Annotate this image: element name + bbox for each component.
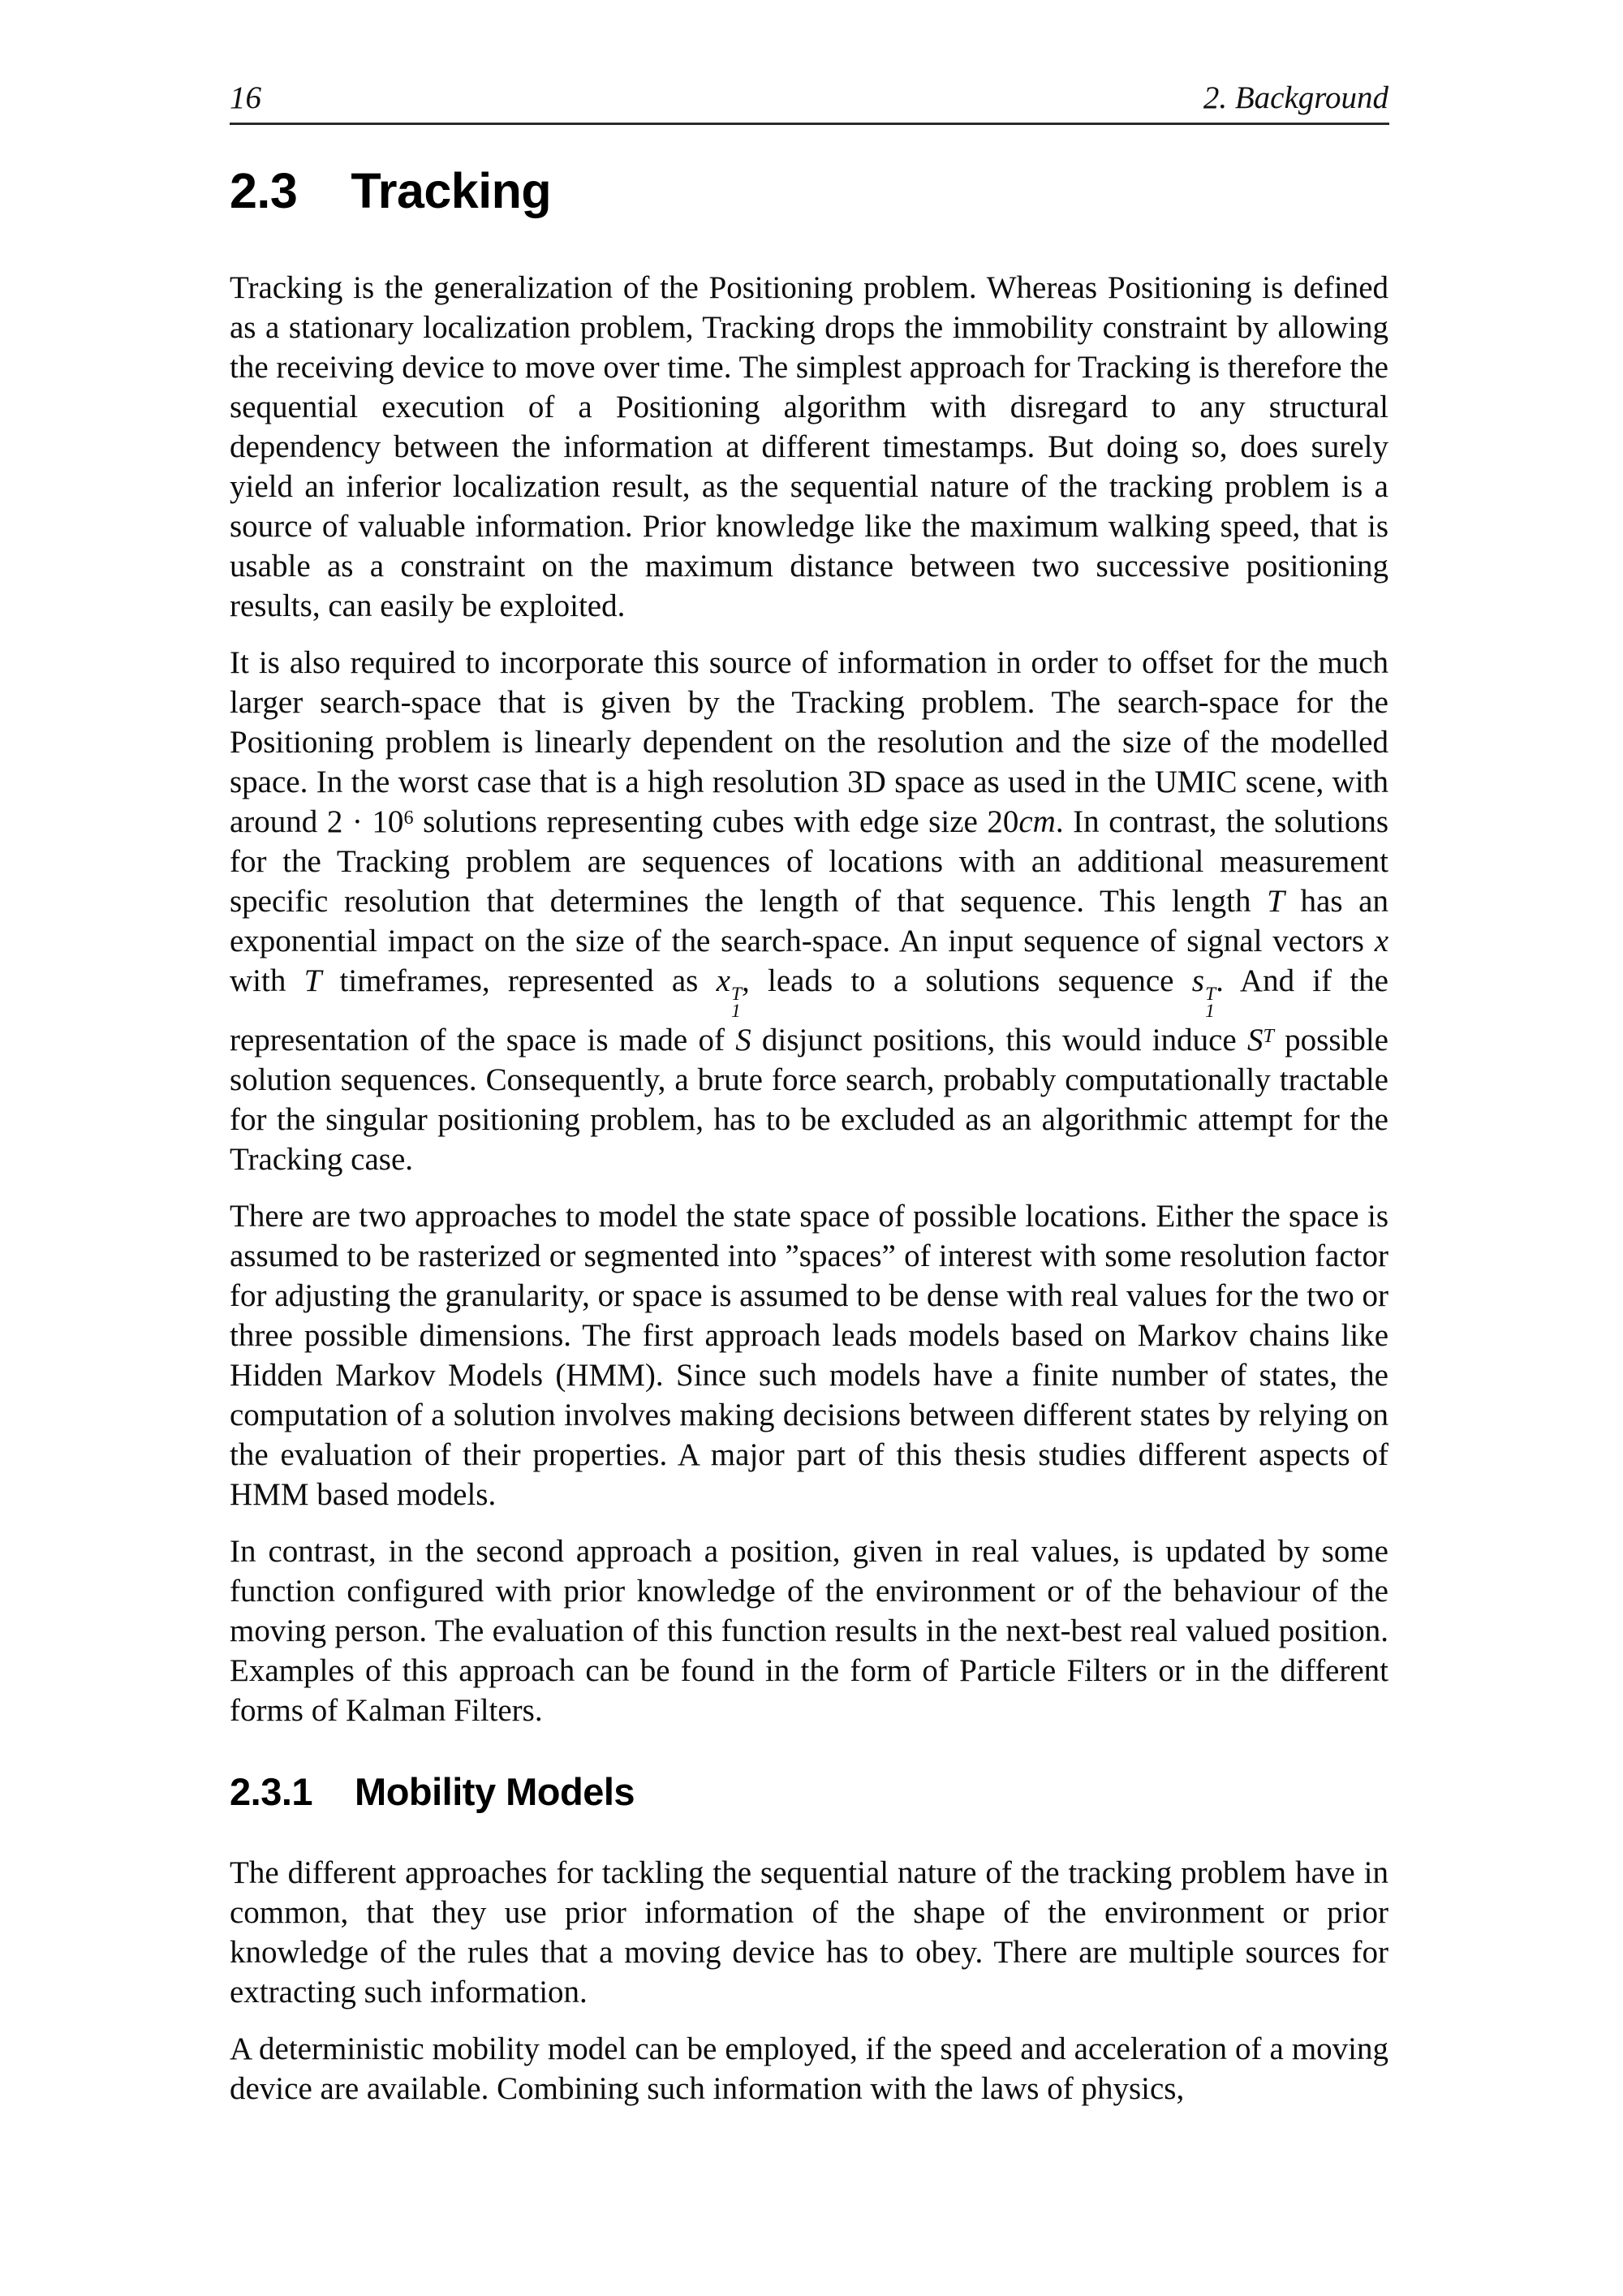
running-header — [230, 82, 1388, 114]
body-paragraph: There are two approaches to model the state space of possible locations. Either the space is assumed to be rasterized or segmented into ”spaces” of interest with some resolution factor for adjusting the granularity, or space is assumed to be dense with real values for the two or three possible dimensions. The first approach leads models based on Markov chains like Hidden Markov Models (HMM). Since such models have a finite number of states, the computation of a solution involves making decisions between different states by relying on the evaluation of their properties. A major part of this thesis studies different aspects of HMM based models. — [230, 1198, 1388, 1512]
body-paragraph: In contrast, in the second approach a position, given in real values, is updated by some function configured with prior knowledge of the environment or of the behaviour of the moving person. The evaluation of this function results in the next-best real valued position. Examples of this approach can be found in the form of Particle Filters or in the different forms of Kalman Filters. — [230, 1533, 1388, 1728]
page-number: 16 — [230, 80, 261, 115]
body-paragraph: The different approaches for tackling the sequential nature of the tracking problem have in common, that they use prior information of the shape of the environment or prior knowledge of the rules that a moving device has to obey. There are multiple sources for extracting such information. — [230, 1855, 1388, 2010]
subsection-body — [230, 1853, 1388, 2109]
subsection-number: 2.3.1 — [230, 1770, 313, 1813]
subsection-heading — [230, 1770, 635, 1813]
section-body — [230, 268, 1388, 1730]
body-paragraph: Tracking is the generalization of the Positioning problem. Whereas Positioning is defined as a stationary localization problem, Tracking drops the immobility constraint by allowing the receiving device to move over time. The simplest approach for Tracking is therefore the sequential execution of a Positioning algorithm with disregard to any structural dependency between the information at different timestamps. But doing so, does surely yield an inferior localization result, as the sequential nature of the tracking problem is a source of valuable information. Prior knowledge like the maximum walking speed, that is usable as a constraint on the maximum distance between two successive positioning results, can easily be exploited. — [230, 270, 1388, 623]
running-chapter-title: 2. Background — [1203, 80, 1388, 115]
section-number: 2.3 — [230, 163, 298, 218]
body-paragraph: It is also required to incorporate this source of information in order to offset for the much larger search-space that is given by the Tracking problem. The search-space for the Positioning problem is linearly dependent on the resolution and the size of the modelled space. In the worst case that is a high resolution 3D space as used in the UMIC scene, with around $2 \cdot 10^6$ solutions representing cubes with edge size 20cm. In contrast, the solutions for the Tracking problem are sequences of locations with an additional measurement specific resolution that determines the length of that sequence. This length T has an exponential impact on the size of the search-space. An input sequence of signal vectors x with T timeframes, represented as x T 1 , leads to a solutions sequence s T 1 . And if the representation of the space is made of S disjunct positions, this would induce $S^T$ possible solution sequences. Consequently, a brute force search, probably computationally tractable for the singular positioning problem, has to be excluded as an algorithmic attempt for the Tracking case. — [230, 645, 1389, 1177]
header-rule — [230, 123, 1389, 125]
body-paragraph: A deterministic mobility model can be employed, if the speed and acceleration of a moving device are available. Combining such information with the laws of physics, — [230, 2031, 1388, 2106]
section-title: Tracking — [351, 163, 552, 218]
subsection-title: Mobility Models — [355, 1770, 635, 1813]
section-heading — [230, 163, 552, 218]
